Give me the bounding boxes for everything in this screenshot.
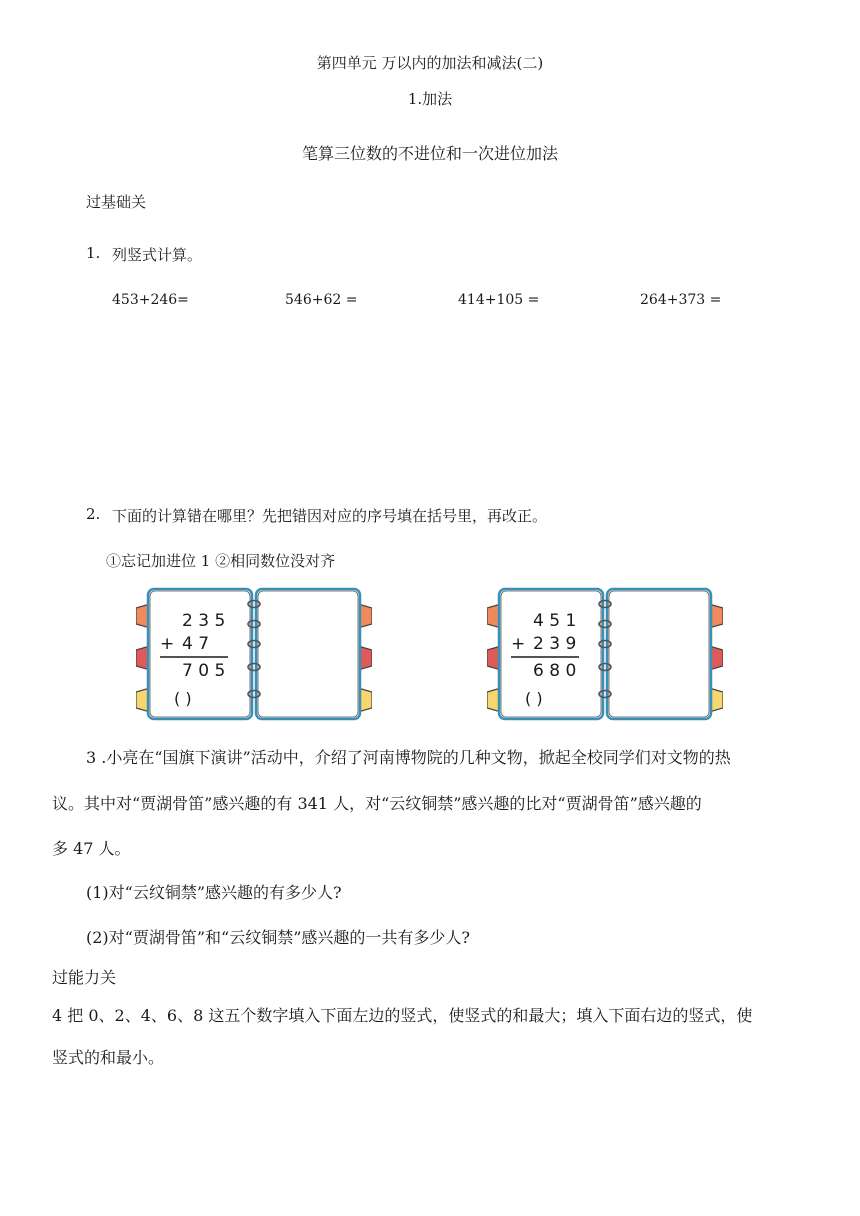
q4-line-1: 4 把 0、2、4、6、8 这五个数字填入下面左边的竖式，使竖式的和最大；填入下面右边的竖式，使: [52, 1006, 753, 1025]
q1-equation-3: 414+105 =: [458, 292, 540, 308]
nb1-mid: 4 7: [182, 634, 210, 654]
q3-line-1: 3 .小亮在“国旗下演讲”活动中，介绍了河南博物院的几种文物，掀起全校同学们对文物的热: [86, 748, 731, 767]
notebook-right-illustration: [487, 584, 723, 724]
nb2-plus: +: [511, 634, 526, 654]
q1-number: 1.: [86, 244, 101, 262]
nb2-mid: 2 3 9: [533, 634, 577, 654]
unit-title: 第四单元 万以内的加法和减法(二): [316, 54, 544, 72]
q2-prompt: 下面的计算错在哪里？先把错因对应的序号填在括号里，再改正。: [112, 507, 548, 525]
nb1-top: 2 3 5: [182, 611, 226, 631]
q2-number: 2.: [86, 505, 101, 523]
notebook-left: [136, 584, 372, 724]
section-basic-heading: 过基础关: [86, 193, 147, 211]
nb1-result: 7 0 5: [182, 661, 226, 681]
q2-reasons: ①忘记加进位 1 ②相同数位没对齐: [106, 552, 336, 570]
q3-sub-question-1: (1)对“云纹铜禁”感兴趣的有多少人?: [86, 883, 342, 902]
topic-title: 笔算三位数的不进位和一次进位加法: [301, 144, 558, 163]
q3-sub-question-2: (2)对“贾湖骨笛”和“云纹铜禁”感兴趣的一共有多少人?: [86, 928, 470, 947]
lesson-title: 1.加法: [407, 90, 453, 108]
notebook-left-illustration: [136, 584, 372, 724]
nb2-top: 4 5 1: [533, 611, 577, 631]
q3-line-2: 议。其中对“贾湖骨笛”感兴趣的有 341 人，对“云纹铜禁”感兴趣的比对“贾湖骨笛”感兴趣的: [52, 794, 702, 813]
q1-equation-4: 264+373 =: [640, 292, 722, 308]
q1-equation-2: 546+62 =: [285, 292, 358, 308]
q4-line-2: 竖式的和最小。: [52, 1048, 165, 1067]
q1-prompt: 列竖式计算。: [112, 246, 203, 264]
notebook-right: [487, 584, 723, 724]
section-ability-heading: 过能力关: [52, 968, 117, 987]
q1-equation-1: 453+246=: [112, 292, 189, 308]
nb1-plus: +: [160, 634, 175, 654]
nb1-answer-paren: ( ): [174, 689, 192, 708]
nb2-result: 6 8 0: [533, 661, 577, 681]
q3-line-3: 多 47 人。: [52, 839, 131, 858]
nb2-answer-paren: ( ): [525, 689, 543, 708]
